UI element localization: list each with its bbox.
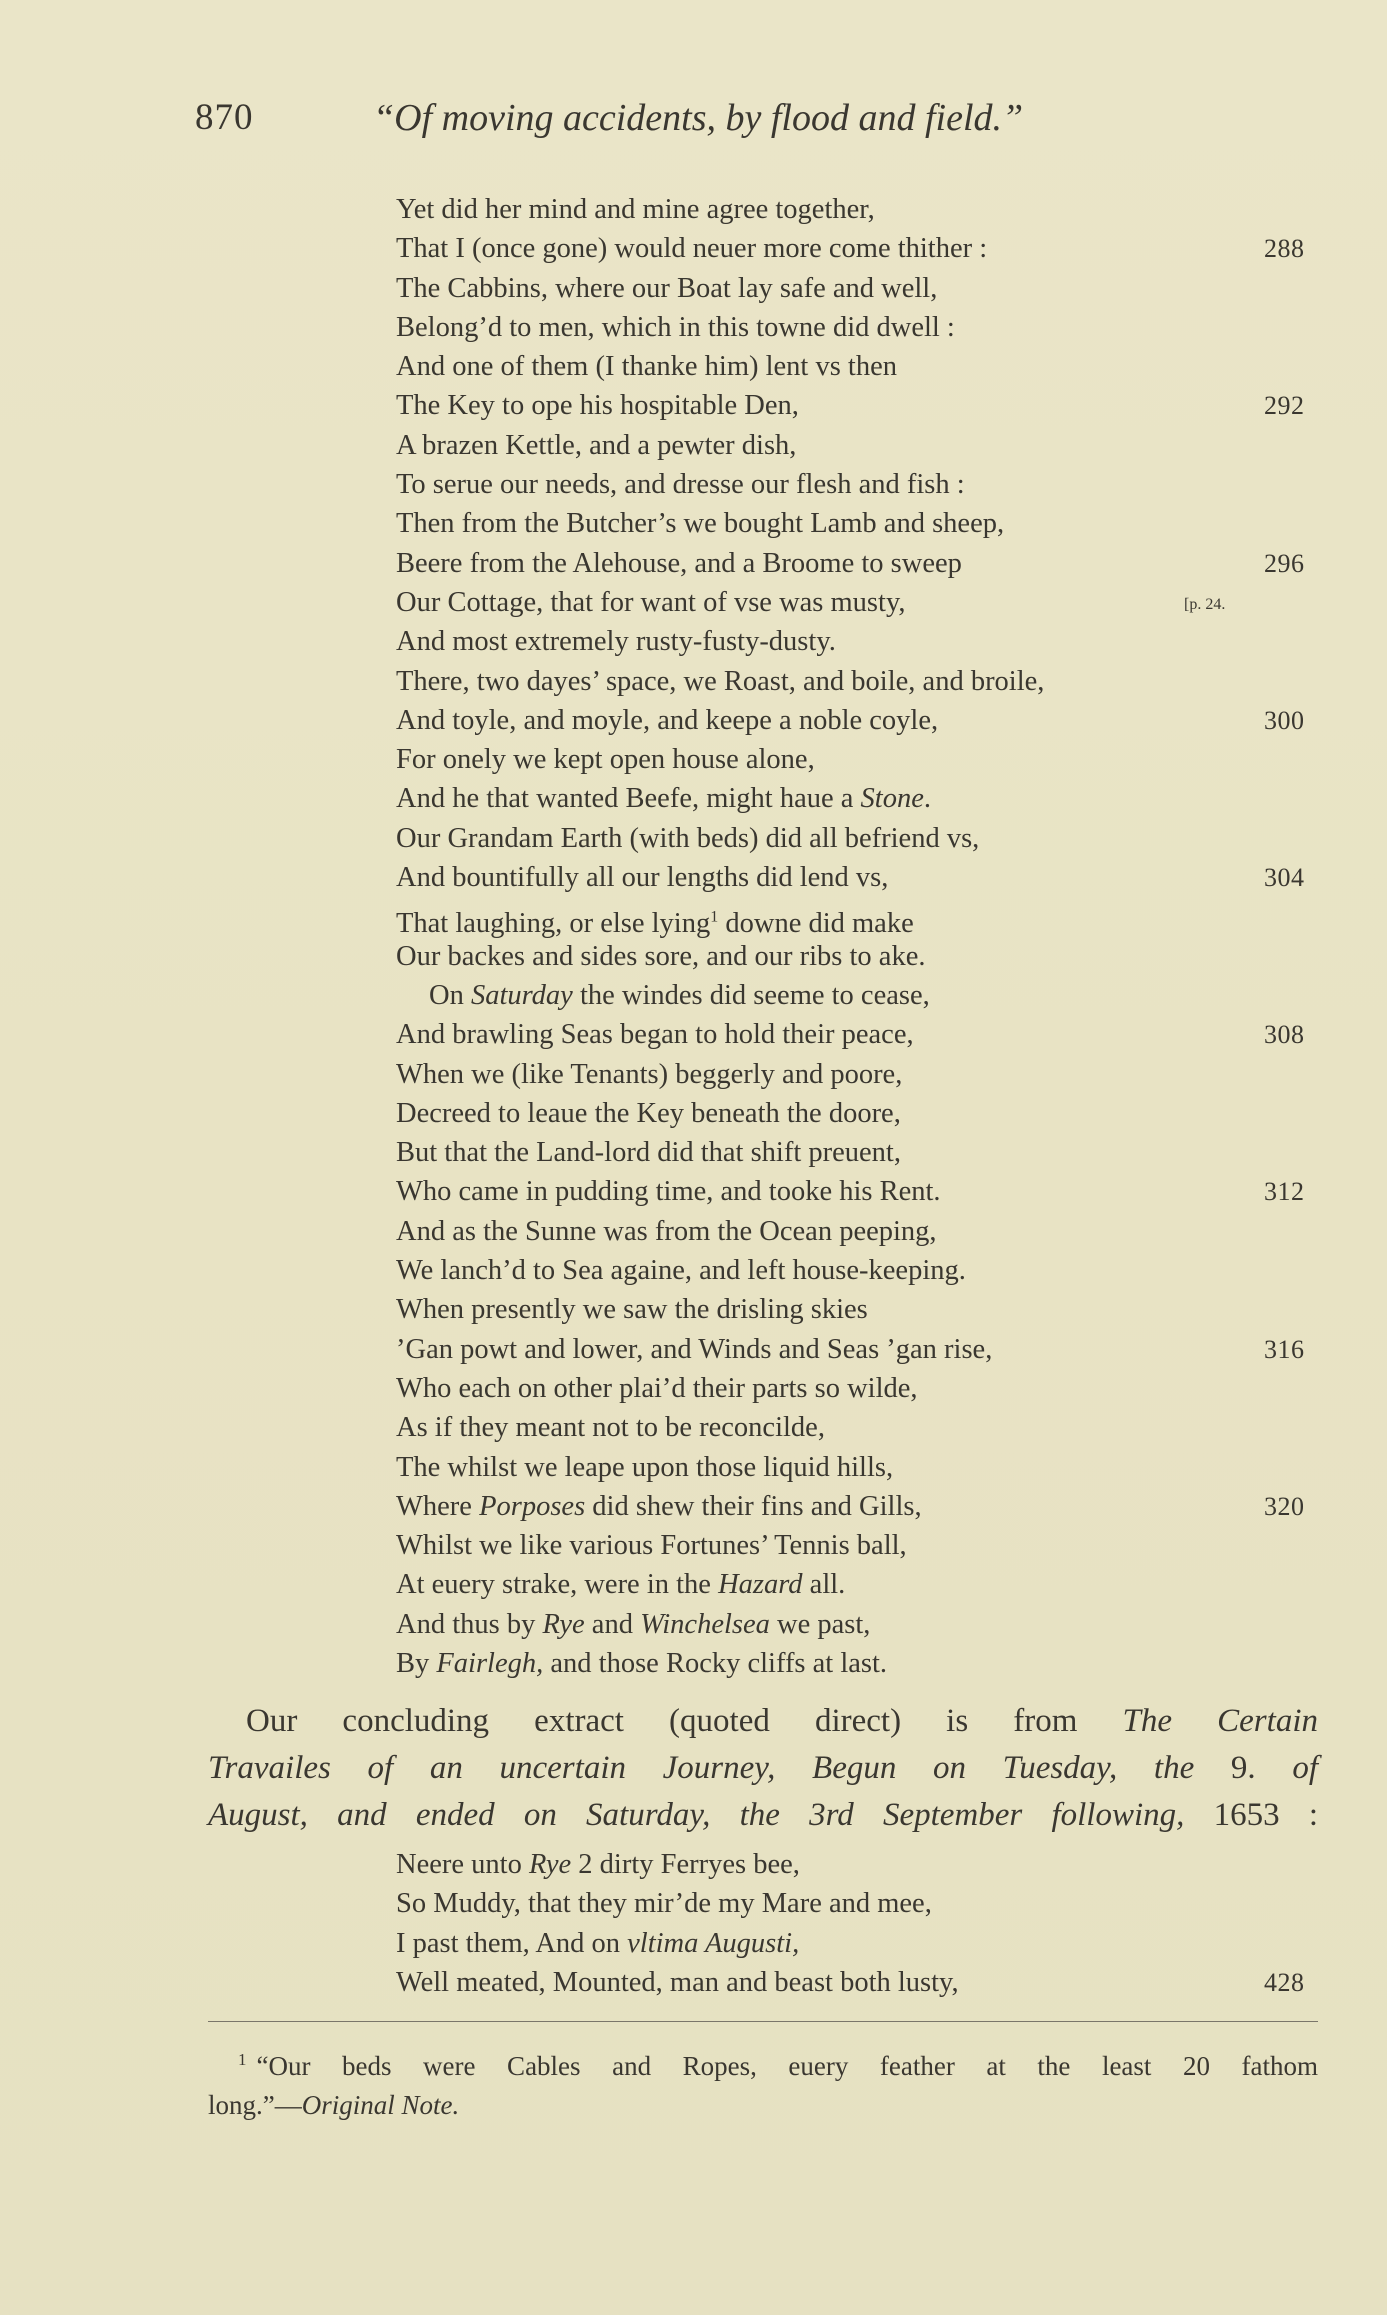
verse-text: By Fairlegh, and those Rocky cliffs at last. — [396, 1647, 888, 1679]
verse-text: The whilst we leape upon those liquid hills, — [396, 1451, 894, 1483]
verse-line — [396, 1884, 1316, 1923]
verse-line — [396, 1487, 1316, 1526]
prose-line: Travailes of an uncertain Journey, Begun on Tuesday, the 9. of — [208, 1750, 1319, 1786]
verse-line — [396, 1251, 1316, 1290]
line-number: 296 — [1264, 548, 1305, 578]
verse-line — [396, 308, 1316, 347]
poem-excerpt — [396, 190, 1316, 1683]
line-number: 320 — [1264, 1491, 1305, 1521]
verse-line — [396, 1290, 1316, 1329]
verse-text: Yet did her mind and mine agree together, — [396, 194, 875, 225]
verse-line — [396, 858, 1316, 897]
footnote-line: long.”—Original Note. — [208, 2090, 460, 2120]
verse-line — [396, 1526, 1316, 1565]
verse-line — [396, 976, 1316, 1015]
verse-line — [396, 1845, 1316, 1884]
prose-paragraph — [208, 1698, 1318, 1839]
verse-text: That I (once gone) would neuer more come thither : — [396, 233, 988, 265]
verse-text: To serue our needs, and dresse our flesh and fish : — [396, 469, 965, 501]
verse-line — [396, 1448, 1316, 1487]
verse-text: Where Porposes did shew their fins and Gills, — [396, 1490, 922, 1522]
verse-line — [396, 897, 1316, 939]
verse-text: On Saturday the windes did seeme to cease, — [429, 979, 930, 1011]
running-title: “Of moving accidents, by flood and field.” — [373, 97, 1024, 139]
verse-line — [396, 819, 1316, 858]
verse-text: Belong’d to men, which in this towne did dwell : — [396, 311, 955, 343]
verse-line — [396, 1133, 1316, 1172]
line-number: 312 — [1264, 1177, 1305, 1207]
verse-line — [396, 1094, 1316, 1133]
verse-line — [396, 1055, 1316, 1094]
verse-text: There, two dayes’ space, we Roast, and boile, and broile, — [396, 665, 1045, 697]
margin-page-note: [p. 24. — [1184, 595, 1226, 613]
verse-line — [396, 544, 1316, 583]
verse-text: And toyle, and moyle, and keepe a noble coyle, — [396, 704, 939, 736]
running-head — [195, 96, 1315, 146]
verse-text: Our backes and sides sore, and our ribs to ake. — [396, 940, 926, 972]
verse-text: Beere from the Alehouse, and a Broome to sweep — [396, 547, 962, 579]
line-number: 292 — [1264, 391, 1305, 421]
verse-text: Who came in pudding time, and tooke his Rent. — [396, 1176, 941, 1208]
line-number: 428 — [1264, 1967, 1305, 1997]
footnote-rule — [208, 2021, 1318, 2022]
line-number: 300 — [1264, 705, 1305, 735]
verse-text: When presently we saw the drisling skies — [396, 1294, 868, 1326]
verse-text: A brazen Kettle, and a pewter dish, — [396, 429, 797, 461]
verse-text: As if they meant not to be reconcilde, — [396, 1412, 825, 1444]
verse-text: And he that wanted Beefe, might haue a Stone. — [396, 783, 931, 815]
verse-line — [396, 1963, 1316, 2002]
verse-line — [396, 347, 1316, 386]
line-number: 288 — [1264, 234, 1305, 264]
prose-line: August, and ended on Saturday, the 3rd September following, 1653 : — [208, 1797, 1318, 1833]
line-number: 304 — [1264, 863, 1305, 893]
verse-text: ’Gan powt and lower, and Winds and Seas ’gan rise, — [396, 1333, 993, 1365]
verse-line — [396, 269, 1316, 308]
verse-line — [396, 740, 1316, 779]
verse-text: Well meated, Mounted, man and beast both lusty, — [396, 1966, 959, 1998]
line-number: 316 — [1264, 1334, 1305, 1364]
verse-line — [396, 229, 1316, 268]
verse-line — [396, 1015, 1316, 1054]
verse-line — [396, 662, 1316, 701]
verse-line — [396, 583, 1316, 622]
verse-line — [396, 190, 1316, 229]
verse-line — [396, 465, 1316, 504]
line-number: 308 — [1264, 1020, 1305, 1050]
footnote — [208, 2040, 1318, 2125]
footnote-mark: 1 — [238, 2050, 247, 2069]
verse-text: Decreed to leaue the Key beneath the doore, — [396, 1097, 901, 1129]
verse-text: Whilst we like various Fortunes’ Tennis ball, — [396, 1530, 907, 1562]
verse-text: For onely we kept open house alone, — [396, 744, 815, 776]
footnote-line: $^1$ “Our beds were Cables and Ropes, euery feather at the least 20 fathom — [238, 2050, 1318, 2081]
verse-line — [396, 1605, 1316, 1644]
verse-text: And brawling Seas began to hold their peace, — [396, 1019, 914, 1051]
verse-line — [396, 622, 1316, 661]
verse-line — [396, 1408, 1316, 1447]
verse-text: Neere unto Rye 2 dirty Ferryes bee, — [396, 1849, 800, 1880]
verse-text: I past them, And on vltima Augusti, — [396, 1927, 800, 1959]
verse-line — [396, 1644, 1316, 1683]
verse-line — [396, 779, 1316, 818]
verse-text: And thus by Rye and Winchelsea we past, — [396, 1608, 871, 1640]
verse-text: That laughing, or else lying$^1$ downe did make — [396, 907, 914, 939]
verse-text: Our Grandam Earth (with beds) did all befriend vs, — [396, 822, 980, 854]
verse-line — [396, 937, 1316, 976]
verse-text: At euery strake, were in the Hazard all. — [396, 1569, 846, 1601]
verse-text: Who each on other plai’d their parts so wilde, — [396, 1372, 918, 1404]
verse-line — [396, 1172, 1316, 1211]
verse-text: And most extremely rusty-fusty-dusty. — [396, 626, 836, 658]
verse-line — [396, 1924, 1316, 1963]
poem-excerpt-second — [396, 1845, 1316, 2002]
verse-text: So Muddy, that they mir’de my Mare and mee, — [396, 1888, 932, 1920]
verse-text: Our Cottage, that for want of vse was musty, — [396, 586, 906, 618]
verse-line — [396, 426, 1316, 465]
verse-line — [396, 504, 1316, 543]
prose-line: Our concluding extract (quoted direct) is from The Certain — [246, 1703, 1318, 1739]
verse-line — [396, 1565, 1316, 1604]
verse-line — [396, 386, 1316, 425]
verse-text: And as the Sunne was from the Ocean peeping, — [396, 1215, 937, 1247]
verse-text: We lanch’d to Sea againe, and left house-keeping. — [396, 1255, 966, 1287]
verse-line — [396, 701, 1316, 740]
verse-text: The Key to ope his hospitable Den, — [396, 390, 799, 422]
verse-text: And one of them (I thanke him) lent vs then — [396, 351, 898, 383]
verse-text: The Cabbins, where our Boat lay safe and well, — [396, 272, 938, 304]
verse-text: When we (like Tenants) beggerly and poore, — [396, 1058, 903, 1090]
page-number: 870 — [195, 97, 254, 138]
verse-text: But that the Land-lord did that shift preuent, — [396, 1137, 901, 1169]
verse-line — [396, 1369, 1316, 1408]
verse-text: And bountifully all our lengths did lend vs, — [396, 862, 889, 894]
verse-text: Then from the Butcher’s we bought Lamb and sheep, — [396, 508, 1005, 540]
verse-line — [396, 1330, 1316, 1369]
verse-line — [396, 1212, 1316, 1251]
